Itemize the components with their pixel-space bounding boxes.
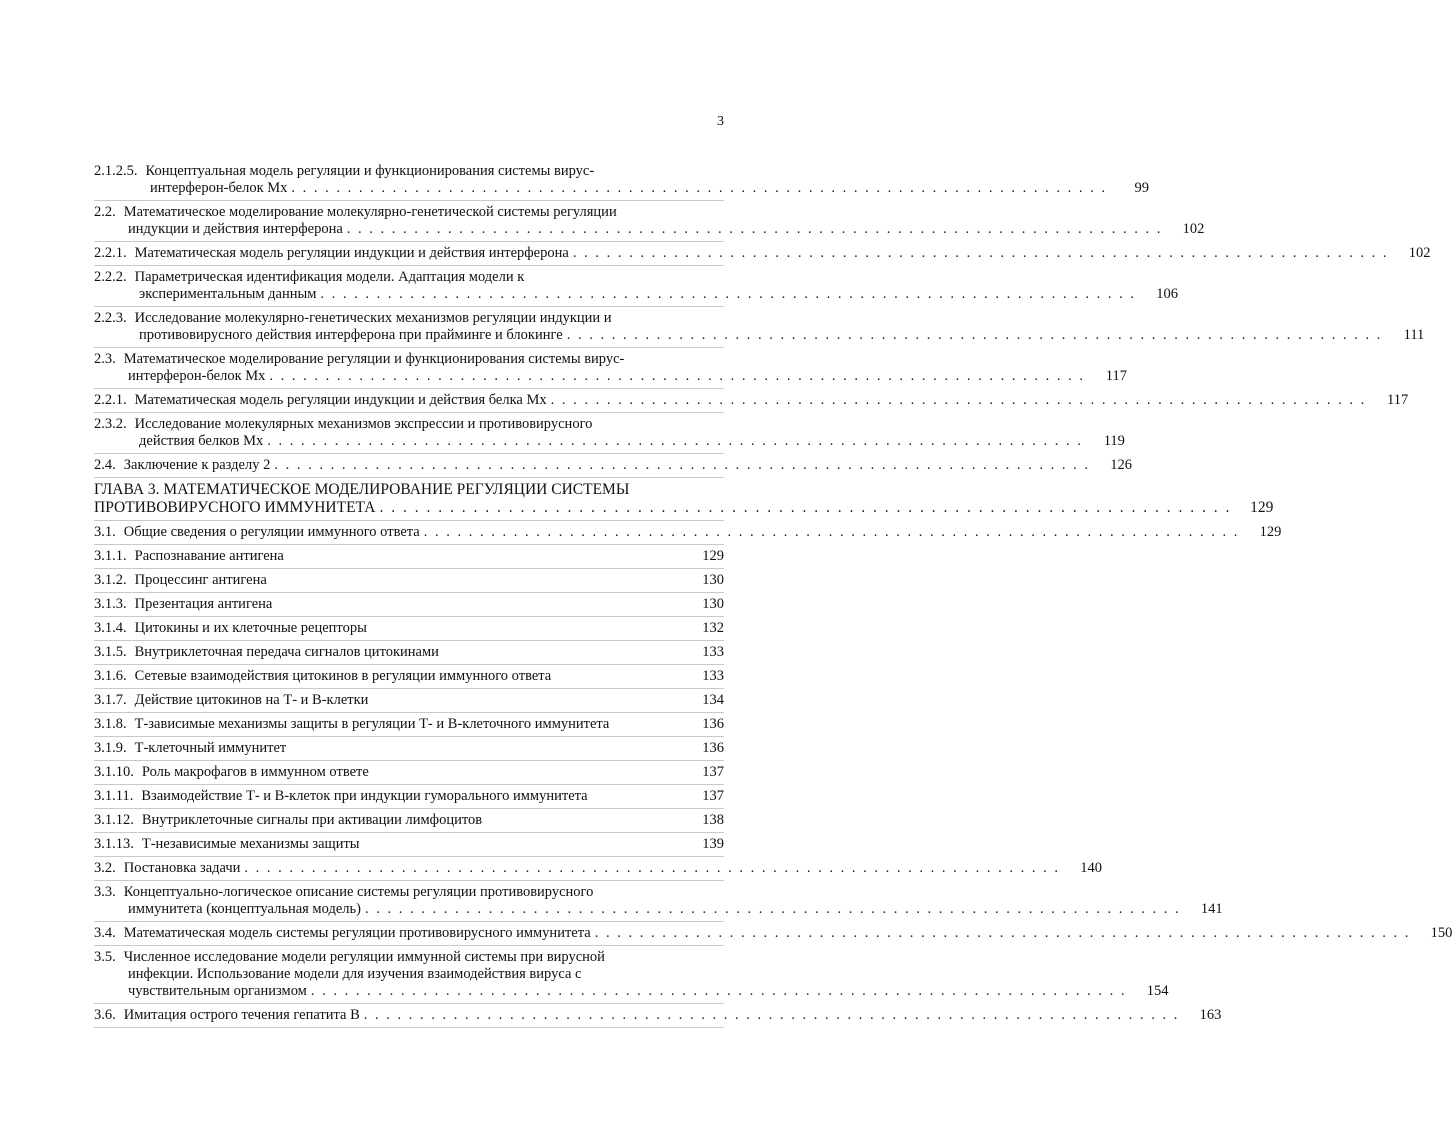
dot-leader: . . . . . . . . . . . . . . . . . . . . . . . . . . . . . . . . . . . . . . . . . . . . . . . . . . . . . . . . . . . . . . . . . . . . . . . . .: [291, 180, 1108, 196]
toc-entry-page: 154: [1146, 983, 1169, 999]
toc-entry-text: [94, 269, 1140, 303]
toc-entry-text: [94, 310, 1386, 344]
dot-leader: . . . . . . . . . . . . . . . . . . . . . . . . . . . . . . . . . . . . . . . . . . . . . . . . . . . . . . . . . . . . . . . . . . . . . . . . .: [594, 925, 1411, 941]
toc-entry-page: 136: [702, 716, 724, 732]
toc-entry-page: 133: [702, 668, 724, 684]
toc-entry: [94, 521, 1282, 545]
toc-entry-line: [94, 966, 1130, 983]
dot-leader: . . . . . . . . . . . . . . . . . . . . . . . . . . . . . . . . . . . . . . . . . . . . . . . . . . . . . . . . . . . . . . . . . . . . . . . . .: [267, 433, 1083, 449]
toc-entry-number: 3.1.7.: [94, 692, 127, 708]
toc-entry-title: Математическая модель регуляции индукции и действия белка Mx: [134, 392, 547, 408]
toc-entry-number: 2.4.: [94, 457, 116, 473]
toc-entry-text: [94, 572, 686, 589]
toc-entry-page: 130: [702, 596, 724, 612]
toc-entry: [94, 160, 1150, 201]
toc-entry-line: [94, 457, 1094, 474]
toc-entry-line: [94, 1007, 1183, 1024]
toc-entry: [94, 307, 1425, 348]
toc-entry-line: [94, 548, 686, 565]
toc-entry-title: ПРОТИВОВИРУСНОГО ИММУНИТЕТА: [94, 499, 376, 516]
page-number: 3: [717, 114, 724, 129]
toc-entry-line: [94, 812, 686, 829]
toc-entry-line: [94, 221, 1166, 238]
toc-entry-page: 130: [702, 572, 724, 588]
toc-entry: [94, 413, 1125, 454]
toc-entry: [94, 1004, 1222, 1028]
toc-entry-text: [94, 548, 686, 565]
toc-entry-line: [94, 620, 686, 637]
toc-entry: [94, 593, 724, 617]
toc-entry-title: чувствительным организмом: [128, 983, 307, 999]
toc-entry-line: [94, 351, 1089, 368]
toc-entry-text: [94, 692, 686, 709]
toc-entry-line: [94, 327, 1386, 344]
dot-leader: . . . . . . . . . . . . . . . . . . . . . . . . . . . . . . . . . . . . . . . . . . . . . . . . . . . . . . . . . . . . . . . . . . . . . . . . .: [364, 901, 1181, 917]
toc-entry: [94, 881, 1223, 922]
toc-entry-text: [94, 524, 1243, 541]
toc-entry-text: [94, 481, 1235, 517]
toc-entry-page: 133: [702, 644, 724, 660]
toc-entry-line: [94, 204, 1166, 221]
toc-entry-line: [94, 949, 1130, 966]
toc-entry-page: 111: [1403, 327, 1425, 343]
toc-entry: [94, 689, 724, 713]
toc-entry-title: инфекции. Использование модели для изучения взаимодействия вируса с: [128, 966, 582, 982]
toc-entry: [94, 737, 724, 761]
toc-entry-line: [94, 245, 1392, 262]
toc-entry-text: [94, 1007, 1183, 1024]
dot-leader: . . . . . . . . . . . . . . . . . . . . . . . . . . . . . . . . . . . . . . . . . . . . . . . . . . . . . . . . . . . . . . . . . . . . . . . . .: [363, 1007, 1180, 1023]
toc-entry-page: 102: [1408, 245, 1431, 261]
toc-entry-title: Исследование молекулярно-генетических механизмов регуляции индукции и: [134, 310, 612, 326]
toc-entry-title: Т-зависимые механизмы защиты в регуляции Т- и В-клеточного иммунитета: [134, 716, 610, 732]
toc-entry-title: Презентация антигена: [134, 596, 273, 612]
toc-entry-text: [94, 351, 1089, 385]
toc-entry-text: [94, 740, 686, 757]
toc-entry-text: [94, 668, 686, 685]
toc-entry: [94, 242, 1431, 266]
toc-entry-text: [94, 163, 1111, 197]
toc-entry-title: Математическая модель системы регуляции противовирусного иммунитета: [123, 925, 591, 941]
toc-entry-number: 3.1.12.: [94, 812, 134, 828]
toc-entry-line: [94, 180, 1111, 197]
toc-entry-line: [94, 572, 686, 589]
toc-entry-title: Численное исследование модели регуляции иммунной системы при вирусной: [123, 949, 605, 965]
toc-entry-title: Внутриклеточные сигналы при активации лимфоцитов: [141, 812, 483, 828]
toc-entry-line: [94, 392, 1370, 409]
toc-entry-title: Общие сведения о регуляции иммунного ответа: [123, 524, 420, 540]
toc-entry-title: ГЛАВА 3. МАТЕМАТИЧЕСКОЕ МОДЕЛИРОВАНИЕ РЕГУЛЯЦИИ СИСТЕМЫ: [94, 481, 630, 498]
toc-entry-title: Т-независимые механизмы защиты: [141, 836, 360, 852]
toc-entry-title: Концептуальная модель регуляции и функционирования системы вирус-: [145, 163, 595, 179]
toc-entry-number: 2.2.2.: [94, 269, 127, 285]
toc-entry-title: противовирусного действия интерферона при прайминге и блокинге: [139, 327, 563, 343]
toc-entry-title: Постановка задачи: [123, 860, 241, 876]
dot-leader: . . . . . . . . . . . . . . . . . . . . . . . . . . . . . . . . . . . . . . . . . . . . . . . . . . . . . . . . . . . . . . . . . . . . . . . . .: [274, 457, 1090, 473]
dot-leader: . . . . . . . . . . . . . . . . . . . . . . . . . . . . . . . . . . . . . . . . . . . . . . . . . . . . . . . . . . . . . . . . . . . . . . . . .: [244, 860, 1061, 876]
toc-entry-page: 106: [1156, 286, 1179, 302]
toc-entry-line: [94, 481, 1235, 499]
toc-entry-number: 3.1.6.: [94, 668, 127, 684]
toc-entry-text: [94, 788, 686, 805]
toc-entry-page: 136: [702, 740, 724, 756]
toc-entry-line: [94, 764, 686, 781]
toc-entry-line: [94, 163, 1111, 180]
toc-entry-number: 2.2.1.: [94, 245, 127, 261]
toc-entry-title: Роль макрофагов в иммунном ответе: [141, 764, 369, 780]
toc-entry-title: Процессинг антигена: [134, 572, 267, 588]
toc-entry: [94, 922, 1452, 946]
toc-entry-number: 3.1.4.: [94, 620, 127, 636]
toc-entry: [94, 348, 1128, 389]
toc-entry: [94, 857, 1103, 881]
toc-entry: [94, 665, 724, 689]
toc-entry-title: Внутриклеточная передача сигналов цитокинами: [134, 644, 439, 660]
toc-entry-line: [94, 644, 686, 661]
toc-entry: [94, 946, 1169, 1004]
dot-leader: . . . . . . . . . . . . . . . . . . . . . . . . . . . . . . . . . . . . . . . . . . . . . . . . . . . . . . . . . . . . . . . . . . . . . . . . .: [269, 368, 1086, 384]
toc-entry-page: 140: [1080, 860, 1103, 876]
toc-entry-page: 137: [702, 764, 724, 780]
toc-entry-text: [94, 949, 1130, 1000]
toc-entry-page: 119: [1103, 433, 1125, 449]
toc-entry-title: Математическое моделирование регуляции и функционирования системы вирус-: [123, 351, 625, 367]
table-of-contents: [94, 160, 1452, 1028]
dot-leader: . . . . . . . . . . . . . . . . . . . . . . . . . . . . . . . . . . . . . . . . . . . . . . . . . . . . . . . . . . . . . . . . . . . . . . . . .: [566, 327, 1383, 343]
toc-entry-text: [94, 884, 1185, 918]
toc-entry-number: 2.3.: [94, 351, 116, 367]
toc-entry-line: [94, 983, 1130, 1000]
toc-entry: [94, 761, 724, 785]
toc-entry-line: [94, 499, 1235, 517]
toc-entry-title: интерферон-белок Mx: [128, 368, 266, 384]
toc-entry-title: Заключение к разделу 2: [123, 457, 271, 473]
toc-entry-page: 141: [1200, 901, 1223, 917]
toc-entry-number: 2.3.2.: [94, 416, 127, 432]
toc-entry: [94, 833, 724, 857]
toc-entry-number: 2.2.: [94, 204, 116, 220]
toc-entry-line: [94, 310, 1386, 327]
toc-entry-number: 3.1.9.: [94, 740, 127, 756]
toc-entry-page: 139: [702, 836, 724, 852]
toc-entry-number: 3.1.: [94, 524, 116, 540]
toc-entry-page: 117: [1105, 368, 1128, 384]
toc-entry-line: [94, 269, 1140, 286]
toc-entry-text: [94, 925, 1414, 942]
toc-entry-number: 3.4.: [94, 925, 116, 941]
toc-entry-text: [94, 860, 1064, 877]
toc-entry-page: 137: [702, 788, 724, 804]
toc-entry-page: 102: [1182, 221, 1205, 237]
toc-entry-number: 2.1.2.5.: [94, 163, 138, 179]
toc-entry-number: 3.1.3.: [94, 596, 127, 612]
toc-entry: [94, 809, 724, 833]
toc-entry-number: 3.1.2.: [94, 572, 127, 588]
toc-entry-line: [94, 716, 686, 733]
toc-entry-page: 117: [1387, 392, 1409, 408]
toc-entry-number: 3.1.1.: [94, 548, 127, 564]
toc-entry-page: 163: [1199, 1007, 1222, 1023]
toc-entry-number: 3.1.8.: [94, 716, 127, 732]
toc-entry-page: 99: [1134, 180, 1150, 196]
toc-entry-line: [94, 884, 1185, 901]
dot-leader: . . . . . . . . . . . . . . . . . . . . . . . . . . . . . . . . . . . . . . . . . . . . . . . . . . . . . . . . . . . . . . . . . . . . . . . . .: [423, 524, 1240, 540]
toc-entry-title: Исследование молекулярных механизмов экспрессии и противовирусного: [134, 416, 593, 432]
toc-entry-line: [94, 925, 1414, 942]
toc-entry-page: 129: [1259, 524, 1282, 540]
toc-entry-text: [94, 416, 1087, 450]
toc-entry-line: [94, 433, 1087, 450]
toc-entry-number: 3.6.: [94, 1007, 116, 1023]
toc-entry-text: [94, 245, 1392, 262]
toc-entry-page: 150: [1430, 925, 1452, 941]
toc-entry: [94, 569, 724, 593]
toc-entry-page: 138: [702, 812, 724, 828]
toc-entry-number: 3.2.: [94, 860, 116, 876]
toc-entry-title: интерферон-белок Mx: [150, 180, 288, 196]
dot-leader: . . . . . . . . . . . . . . . . . . . . . . . . . . . . . . . . . . . . . . . . . . . . . . . . . . . . . . . . . . . . . . . . . . . . . . . . .: [572, 245, 1389, 261]
toc-entry-title: Сетевые взаимодействия цитокинов в регуляции иммунного ответа: [134, 668, 552, 684]
toc-entry-page: 126: [1110, 457, 1132, 473]
toc-entry-text: [94, 764, 686, 781]
toc-entry-text: [94, 204, 1166, 238]
toc-entry-text: [94, 812, 686, 829]
toc-entry-text: [94, 596, 686, 613]
toc-entry-text: [94, 392, 1370, 409]
toc-entry-line: [94, 368, 1089, 385]
dot-leader: . . . . . . . . . . . . . . . . . . . . . . . . . . . . . . . . . . . . . . . . . . . . . . . . . . . . . . . . . . . . . . . . . . . . . . . . .: [320, 286, 1137, 302]
toc-entry-line: [94, 740, 686, 757]
toc-entry-title: Распознавание антигена: [134, 548, 284, 564]
toc-entry-number: 3.1.11.: [94, 788, 134, 804]
toc-entry-line: [94, 901, 1185, 918]
toc-entry-title: Параметрическая идентификация модели. Адаптация модели к: [134, 269, 525, 285]
toc-entry-text: [94, 644, 686, 661]
toc-entry-number: 3.3.: [94, 884, 116, 900]
toc-entry-page: 129: [702, 548, 724, 564]
toc-entry-line: [94, 596, 686, 613]
toc-entry-number: 3.5.: [94, 949, 116, 965]
toc-entry-title: индукции и действия интерферона: [128, 221, 343, 237]
toc-entry: [94, 617, 724, 641]
toc-entry-text: [94, 620, 686, 637]
toc-entry-title: экспериментальным данным: [139, 286, 317, 302]
toc-entry: [94, 641, 724, 665]
toc-entry: [94, 545, 724, 569]
toc-entry: [94, 713, 724, 737]
toc-entry-text: [94, 836, 686, 853]
dot-leader: . . . . . . . . . . . . . . . . . . . . . . . . . . . . . . . . . . . . . . . . . . . . . . . . . . . . . . . . . . . . . . . . . . . . . . . . .: [310, 983, 1127, 999]
toc-entry-page: 134: [702, 692, 724, 708]
dot-leader: . . . . . . . . . . . . . . . . . . . . . . . . . . . . . . . . . . . . . . . . . . . . . . . . . . . . . . . . . . . . . . . . . . . . . . . . .: [346, 221, 1163, 237]
toc-entry-title: Математическое моделирование молекулярно-генетической системы регуляции: [123, 204, 617, 220]
toc-entry: [94, 454, 1132, 478]
toc-entry: [94, 266, 1179, 307]
toc-entry-line: [94, 860, 1064, 877]
toc-entry-title: действия белков Mx: [139, 433, 264, 449]
toc-entry: [94, 389, 1409, 413]
toc-entry: [94, 785, 724, 809]
toc-entry-line: [94, 668, 686, 685]
toc-entry-title: Т-клеточный иммунитет: [134, 740, 287, 756]
dot-leader: . . . . . . . . . . . . . . . . . . . . . . . . . . . . . . . . . . . . . . . . . . . . . . . . . . . . . . . . . . . . . . . . . . . . . . . . .: [379, 499, 1232, 516]
toc-entry-title: Имитация острого течения гепатита В: [123, 1007, 360, 1023]
toc-entry-title: Действие цитокинов на Т- и В-клетки: [134, 692, 369, 708]
dot-leader: . . . . . . . . . . . . . . . . . . . . . . . . . . . . . . . . . . . . . . . . . . . . . . . . . . . . . . . . . . . . . . . . . . . . . . . . .: [550, 392, 1367, 408]
toc-entry-page: 132: [702, 620, 724, 636]
toc-entry-number: 3.1.10.: [94, 764, 134, 780]
toc-entry-line: [94, 286, 1140, 303]
toc-entry-title: Математическая модель регуляции индукции и действия интерферона: [134, 245, 569, 261]
toc-entry-line: [94, 416, 1087, 433]
toc-entry-number: 3.1.13.: [94, 836, 134, 852]
toc-entry: [94, 201, 1205, 242]
toc-entry-title: Концептуально-логическое описание системы регуляции противовирусного: [123, 884, 594, 900]
toc-entry-line: [94, 692, 686, 709]
toc-entry-text: [94, 716, 686, 733]
toc-entry-line: [94, 788, 686, 805]
toc-entry-number: 2.2.3.: [94, 310, 127, 326]
toc-chapter-heading: [94, 478, 1274, 521]
toc-entry-page: 129: [1250, 499, 1274, 516]
toc-entry-line: [94, 524, 1243, 541]
toc-entry-number: 3.1.5.: [94, 644, 127, 660]
toc-entry-title: Взаимодействие Т- и В-клеток при индукции гуморального иммунитета: [141, 788, 588, 804]
toc-entry-title: Цитокины и их клеточные рецепторы: [134, 620, 367, 636]
toc-entry-line: [94, 836, 686, 853]
toc-entry-text: [94, 457, 1094, 474]
toc-entry-number: 2.2.1.: [94, 392, 127, 408]
toc-entry-title: иммунитета (концептуальная модель): [128, 901, 361, 917]
